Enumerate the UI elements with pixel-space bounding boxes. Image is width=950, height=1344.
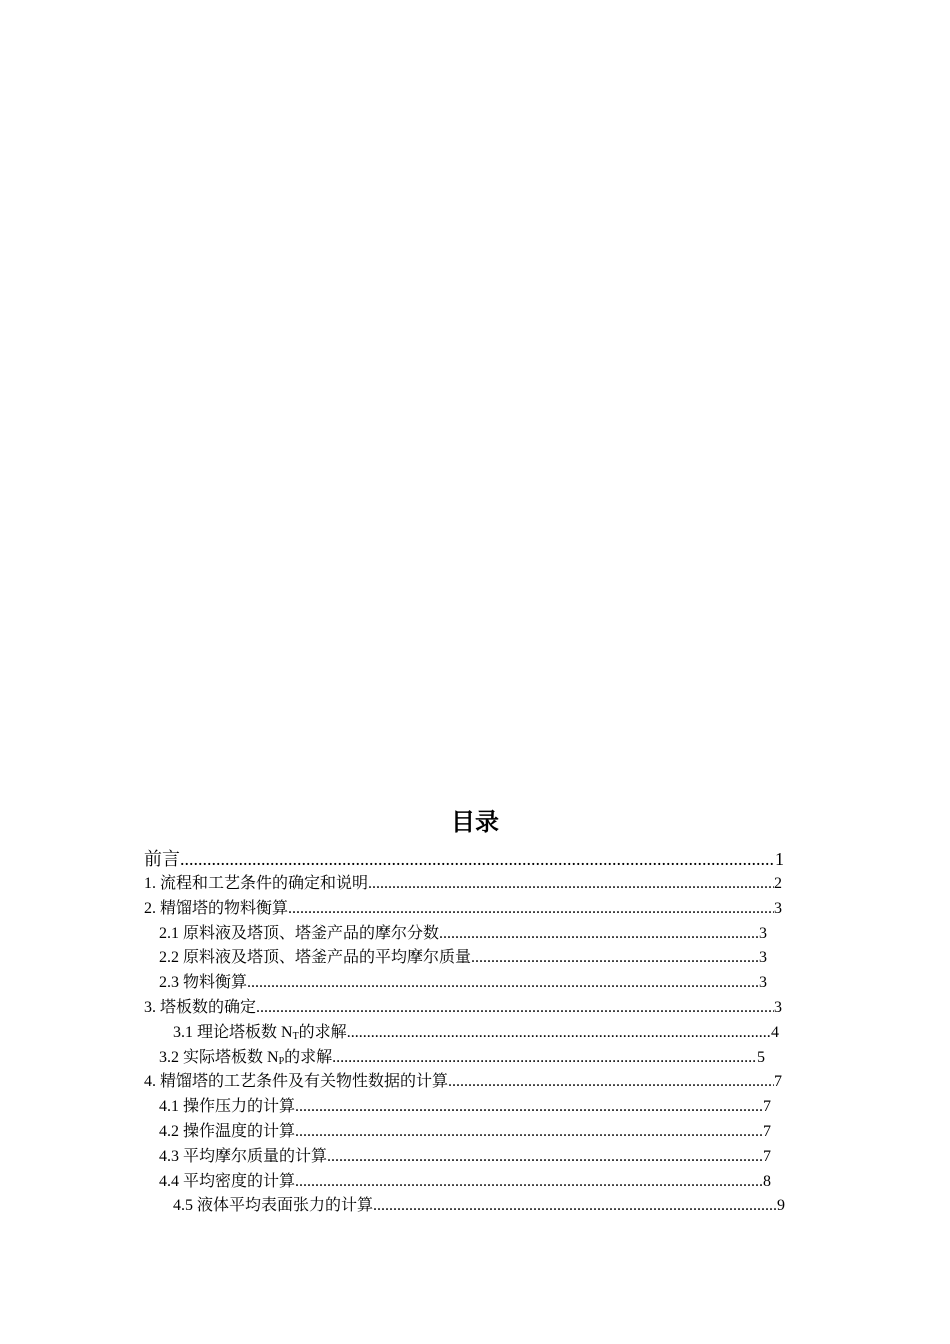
toc-entry-label: 4.3 平均摩尔质量的计算 [159, 1148, 328, 1165]
toc-entry-label: 2. 精馏塔的物料衡算 [144, 900, 289, 917]
toc-entry-3-2[interactable] [159, 1046, 765, 1070]
toc-page-number: 3 [759, 949, 767, 966]
toc-dot-leader [373, 1194, 777, 1218]
toc-page-number: 4 [771, 1024, 779, 1041]
toc-dot-leader [295, 1170, 763, 1194]
toc-entry-preface[interactable] [144, 847, 784, 871]
toc-page-number: 3 [774, 999, 782, 1016]
toc-entry-label: 3.1 理论塔板数 $N_T$的求解 [173, 1024, 347, 1042]
toc-entry-label: 1. 流程和工艺条件的确定和说明 [144, 875, 369, 892]
toc-entry-1[interactable] [144, 872, 782, 896]
toc-page-number: 3 [759, 925, 767, 942]
toc-dot-leader [288, 897, 774, 921]
toc-dot-leader [332, 1046, 757, 1070]
toc-dot-leader [295, 1120, 763, 1144]
toc-page-number: 8 [763, 1173, 771, 1190]
toc-entry-label: 4.5 液体平均表面张力的计算 [173, 1197, 374, 1214]
toc-entry-label: 4.4 平均密度的计算 [159, 1173, 296, 1190]
toc-dot-leader [347, 1021, 771, 1045]
toc-entry-4-1[interactable] [159, 1095, 771, 1119]
toc-dot-leader [256, 996, 774, 1020]
toc-page-number: 9 [777, 1197, 785, 1214]
toc-page-number: 2 [774, 875, 782, 892]
toc-entry-4-2[interactable] [159, 1120, 771, 1144]
toc-page-number: 3 [774, 900, 782, 917]
toc-entry-4-3[interactable] [159, 1145, 771, 1169]
toc-page-number: 7 [763, 1148, 771, 1165]
toc-entry-label: 2.1 原料液及塔顶、塔釜产品的摩尔分数 [159, 925, 440, 942]
toc-page-number: 7 [763, 1098, 771, 1115]
toc-entry-label: 4.1 操作压力的计算 [159, 1098, 296, 1115]
toc-page-number: 7 [763, 1123, 771, 1140]
toc-title: 目录 [451, 808, 499, 836]
toc-entry-label: 前言 [144, 849, 180, 869]
toc-entry-3[interactable] [144, 996, 782, 1020]
toc-entry-label: 2.3 物料衡算 [159, 974, 248, 991]
toc-dot-leader [368, 872, 774, 896]
toc-page-number: 5 [757, 1049, 765, 1066]
toc-entry-label: 4.2 操作温度的计算 [159, 1123, 296, 1140]
toc-dot-leader [180, 847, 775, 871]
toc-entry-4-4[interactable] [159, 1170, 771, 1194]
toc-entry-2-3[interactable] [159, 971, 767, 995]
toc-dot-leader [295, 1095, 763, 1119]
toc-entry-label: 3.2 实际塔板数 $N_P$的求解 [159, 1049, 333, 1067]
toc-dot-leader [439, 922, 759, 946]
toc-entry-4[interactable] [144, 1070, 782, 1094]
toc-page-number: 3 [759, 974, 767, 991]
toc-entry-3-1[interactable] [173, 1021, 779, 1045]
toc-entry-2[interactable] [144, 897, 782, 921]
toc-entry-label: 4. 精馏塔的工艺条件及有关物性数据的计算 [144, 1073, 449, 1090]
toc-dot-leader [247, 971, 759, 995]
toc-entry-4-5[interactable] [173, 1194, 785, 1218]
toc-entry-2-1[interactable] [159, 922, 767, 946]
toc-entry-label: 2.2 原料液及塔顶、塔釜产品的平均摩尔质量 [159, 949, 472, 966]
toc-page-number: 7 [774, 1073, 782, 1090]
toc-entry-label: 3. 塔板数的确定 [144, 999, 257, 1016]
toc-page-number: 1 [775, 849, 784, 869]
toc-entry-2-2[interactable] [159, 946, 767, 970]
toc-dot-leader [448, 1070, 774, 1094]
toc-dot-leader [327, 1145, 763, 1169]
toc-dot-leader [471, 946, 759, 970]
